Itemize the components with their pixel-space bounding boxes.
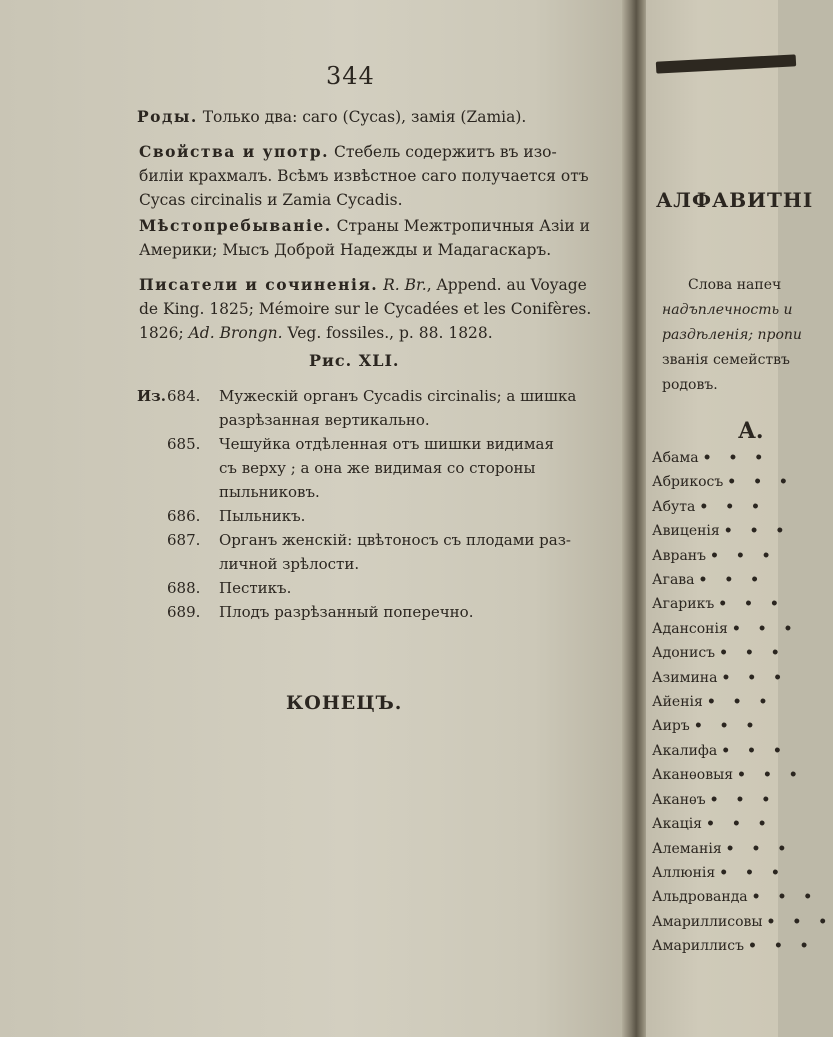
- habitat-label: Мѣстопребываніе.: [139, 216, 332, 235]
- index-word: Аканѳовыя: [652, 767, 734, 784]
- leader-dots: • • •: [699, 498, 766, 515]
- index-intro: [662, 273, 802, 398]
- leader-dots: • • •: [710, 547, 777, 564]
- writers-author-2: Ad. Brongn.: [188, 324, 283, 342]
- leader-dots: • • •: [731, 620, 799, 637]
- index-word: Алеманія: [652, 840, 722, 857]
- book-gutter: [622, 0, 648, 1037]
- writers-line-3-year: 1826;: [139, 324, 189, 342]
- leader-dots: • • •: [718, 596, 785, 613]
- figure-entry: [137, 600, 576, 624]
- entry-text: Пыльникъ.: [219, 507, 306, 525]
- index-entry: [652, 763, 833, 787]
- entry-number: 687.: [167, 531, 201, 549]
- leader-dots: • • •: [748, 938, 815, 955]
- index-entry: [652, 617, 833, 641]
- index-entry: [652, 592, 833, 616]
- writers-line-1: , Append. au Voyage: [426, 276, 587, 294]
- index-entry: [652, 666, 833, 690]
- index-entry: [652, 519, 833, 543]
- entry-number: 685.: [167, 435, 201, 453]
- index-title: АЛФАВИТНІ: [656, 188, 814, 212]
- index-word: Акація: [652, 816, 703, 833]
- index-word: Азимина: [652, 669, 718, 686]
- figure-entry: [137, 576, 576, 600]
- end-word: КОНЕЦЪ.: [286, 692, 403, 714]
- entry-number: 684.: [167, 387, 201, 405]
- figure-entries: [137, 384, 576, 624]
- page-number: 344: [326, 62, 375, 90]
- paragraph-properties: [139, 140, 589, 212]
- intro-line: надъплечность и: [662, 302, 793, 318]
- leader-dots: • • •: [719, 645, 786, 662]
- index-entry: [652, 837, 833, 861]
- leader-dots: • • •: [751, 889, 819, 906]
- index-word: Аллюнія: [652, 864, 716, 881]
- index-entry: [652, 934, 833, 958]
- index-word: Амариллисъ: [652, 938, 744, 955]
- index-letter: А.: [738, 418, 764, 444]
- index-word: Агава: [652, 572, 695, 589]
- leader-dots: • • •: [725, 840, 793, 857]
- index-entry: [652, 690, 833, 714]
- index-word: Агарикъ: [652, 596, 715, 613]
- entry-number: 688.: [167, 579, 201, 597]
- leader-dots: • • •: [719, 864, 786, 881]
- decorative-rule: [656, 54, 796, 73]
- index-word: Аканѳъ: [652, 791, 706, 808]
- index-word: Амариллисовы: [652, 913, 763, 930]
- index-word: Абама: [652, 450, 699, 466]
- index-entry: [652, 495, 833, 519]
- intro-line: родовъ.: [662, 377, 718, 393]
- intro-line: Слова напеч: [688, 277, 782, 293]
- figure-heading: Рис. XLI.: [309, 351, 400, 370]
- index-word: Авиценія: [652, 523, 720, 540]
- index-entry: [652, 446, 833, 470]
- index-word: Альдрованда: [652, 889, 748, 906]
- index-word: Авранъ: [652, 547, 707, 564]
- figure-entry: [137, 528, 576, 576]
- entry-number: 686.: [167, 507, 201, 525]
- habitat-line-1: Страны Межтропичныя Азіи и: [331, 217, 590, 235]
- index-entry: [652, 470, 833, 494]
- index-entry: [652, 788, 833, 812]
- entry-text: Плодъ разрѣзанный поперечно.: [219, 603, 474, 621]
- writers-line-2: de King. 1825; Mémoire sur le Cycadées et les Conifères.: [139, 300, 592, 318]
- paragraph-genera: [137, 105, 526, 129]
- index-entry: [652, 861, 833, 885]
- figure-entry: [137, 384, 576, 432]
- leader-dots: • • •: [706, 694, 774, 711]
- index-entry: [652, 885, 833, 909]
- figure-entry: [137, 504, 576, 528]
- properties-label: Свойства и употр.: [139, 142, 330, 161]
- index-list: [652, 446, 833, 959]
- index-word: Айенія: [652, 694, 703, 711]
- writers-label: Писатели и сочиненія.: [139, 275, 379, 294]
- genera-text: Только два: саго (Cycas), замія (Zamia).: [197, 108, 527, 126]
- leader-dots: • • •: [693, 718, 761, 735]
- index-entry: [652, 714, 833, 738]
- entry-text: Мужескій органъ Cycadis circinalis; а шишка: [219, 387, 577, 405]
- entry-text-cont: личной зрѣлости.: [219, 555, 360, 573]
- intro-line: званія семействъ: [662, 352, 790, 368]
- leader-dots: • • •: [737, 767, 804, 784]
- index-word: Адонисъ: [652, 645, 716, 662]
- intro-line: раздѣленія; пропи: [662, 327, 802, 343]
- index-entry: [652, 544, 833, 568]
- index-entry: [652, 812, 833, 836]
- figure-entry: [137, 432, 576, 504]
- leader-dots: • • •: [706, 816, 773, 833]
- entry-text: Чешуйка отдѣленная отъ шишки видимая: [219, 435, 554, 453]
- leader-dots: • • •: [727, 474, 794, 491]
- right-page: [646, 0, 833, 1037]
- index-word: Адансонія: [652, 620, 728, 637]
- paragraph-writers: [139, 273, 591, 345]
- leader-dots: • • •: [709, 791, 777, 808]
- writers-line-3: Veg. fossiles., p. 88. 1828.: [282, 324, 493, 342]
- leader-dots: • • •: [721, 742, 788, 759]
- index-word: Абута: [652, 498, 696, 515]
- index-entry: [652, 568, 833, 592]
- index-word: Абрикосъ: [652, 474, 724, 491]
- entry-text: Пестикъ.: [219, 579, 292, 597]
- habitat-line-2: Америки; Мысъ Доброй Надежды и Мадагаскаръ.: [139, 241, 552, 259]
- entry-text-cont: съ верху ; а она же видимая со стороны: [219, 459, 536, 477]
- properties-line-1: Стебель содержитъ въ изо-: [329, 143, 557, 161]
- leader-dots: • • •: [721, 669, 789, 686]
- index-word: Акалифа: [652, 742, 718, 759]
- entry-text: Органъ женскій: цвѣтоносъ съ плодами раз-: [219, 531, 571, 549]
- entry-text-cont: пыльниковъ.: [219, 483, 320, 501]
- leader-dots: • • •: [723, 523, 791, 540]
- entry-number: 689.: [167, 603, 201, 621]
- genera-label: Роды.: [137, 107, 198, 126]
- entry-text-cont: разрѣзанная вертикально.: [219, 411, 430, 429]
- properties-line-2: биліи крахмалъ. Всѣмъ извѣстное саго получается отъ: [139, 167, 589, 185]
- index-entry: [652, 739, 833, 763]
- index-word: Аиръ: [652, 718, 690, 735]
- properties-line-3: Cycas circinalis и Zamia Cycadis.: [139, 191, 403, 209]
- leader-dots: • • •: [702, 450, 770, 466]
- index-entry: [652, 910, 833, 934]
- index-entry: [652, 641, 833, 665]
- leader-dots: • • •: [766, 913, 833, 930]
- figure-prefix: Из.: [137, 387, 166, 405]
- leader-dots: • • •: [698, 572, 766, 589]
- writers-author-1: R. Br.: [378, 276, 427, 294]
- paragraph-habitat: [139, 214, 590, 262]
